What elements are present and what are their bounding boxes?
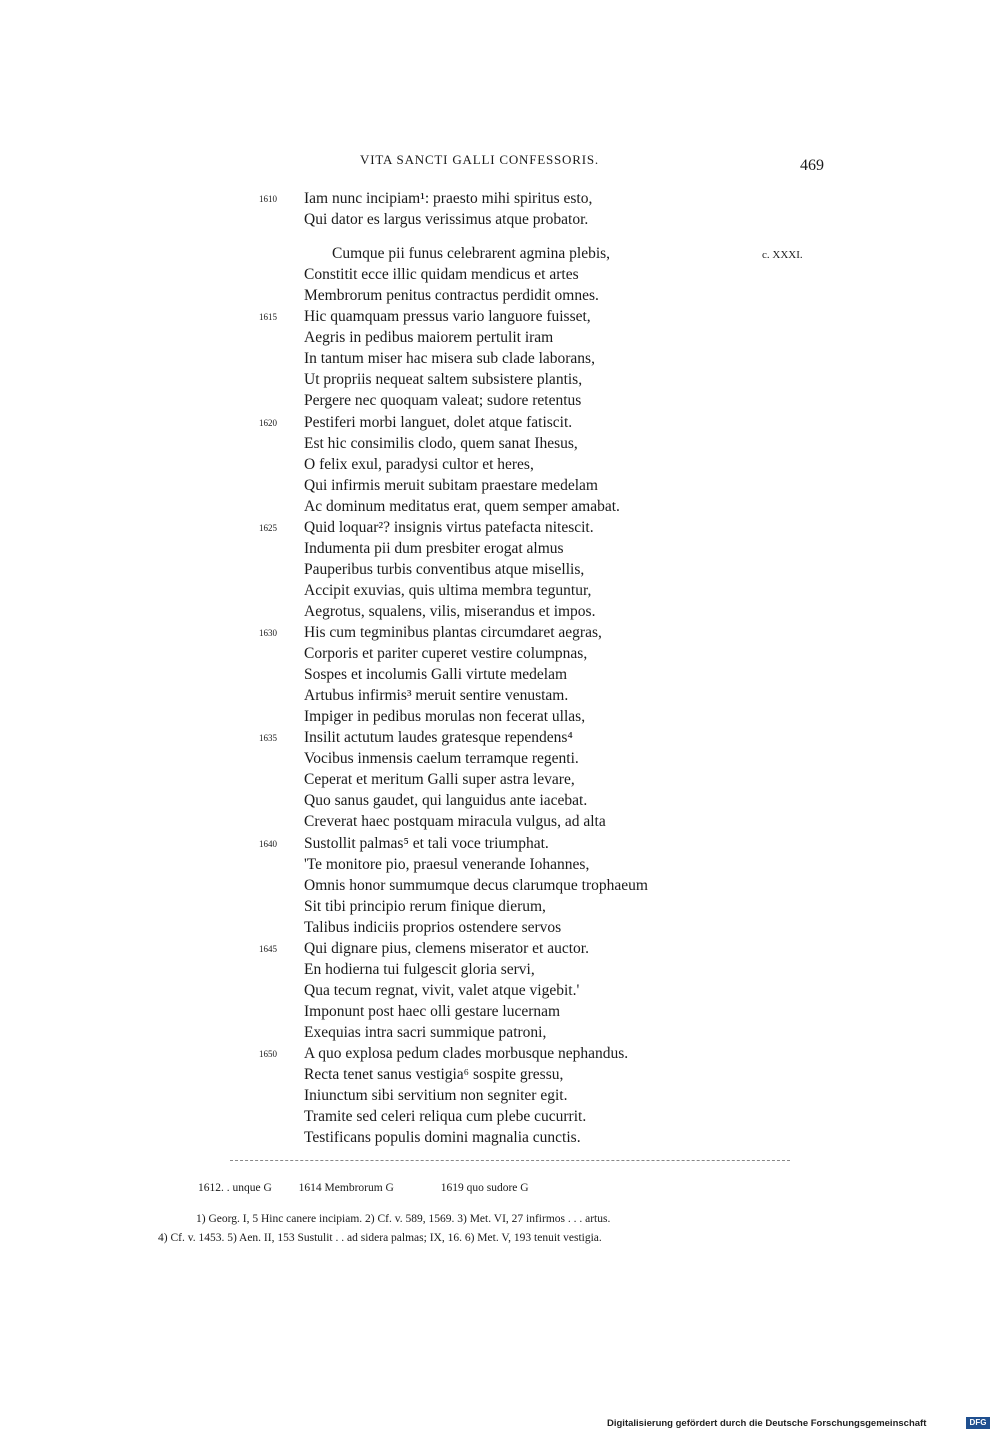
verse-line: Accipit exuvias, quis ultima membra teguntur, [304,581,592,599]
verse-line: Omnis honor summumque decus clarumque trophaeum [304,876,648,894]
verse-line: Est hic consimilis clodo, quem sanat Ihesus, [304,434,578,452]
footnote-line-2: 4) Cf. v. 1453. 5) Aen. II, 153 Sustulit . . ad sidera palmas; IX, 16. 6) Met. V, 193 tenuit vestigia. [158,1232,602,1244]
verse-line: Ut propriis nequeat saltem subsistere plantis, [304,371,583,389]
verse-line: Artubus infirmis³ meruit sentire venustam. [304,687,569,705]
verse-line: In tantum miser hac misera sub clade laborans, [304,350,595,368]
dfg-logo: DFG [966,1417,990,1429]
verse-number: 1640 [259,838,277,849]
verse-line: Pergere nec quoquam valeat; sudore retentus [304,392,582,410]
verse-line: Qui dignare pius, clemens miserator et auctor. [304,939,589,957]
verse-number: 1635 [259,733,277,744]
verse-number: 1620 [259,417,277,428]
verse-line: Recta tenet sanus vestigia⁶ sospite gressu, [304,1066,564,1084]
variant-1: 1612. . unque G [198,1182,272,1194]
page-number: 469 [800,157,824,174]
verse-line: Pauperibus turbis conventibus atque misellis, [304,560,585,578]
verse-line: Talibus indiciis proprios ostendere servos [304,918,562,936]
verse-number: 1630 [259,628,277,638]
verse-number: 1645 [259,943,277,954]
textual-variants [198,1182,573,1194]
verse-line: Constitit ecce illic quidam mendicus et artes [304,266,579,284]
verse-line: Hic quamquam pressus vario languore fuisset, [304,308,591,326]
verse-number: 1615 [259,312,277,323]
verse-line: Quid loquar²? insignis virtus patefacta nitescit. [304,518,594,536]
verse-line: Membrorum penitus contractus perdidit omnes. [304,287,599,305]
verse-line: His cum tegminibus plantas circumdaret aegras, [304,624,602,641]
variant-3: 1619 quo sudore G [440,1182,529,1194]
verse-line: Creverat haec postquam miracula vulgus, ad alta [304,813,606,831]
verse-line: Ac dominum meditatus erat, quem semper amabat. [304,497,620,515]
apparatus-divider [230,1160,790,1161]
verse-line: Corporis et pariter cuperet vestire columpnas, [304,645,588,663]
digitization-credit: Digitalisierung gefördert durch die Deutsche Forschungsgemeinschaft [607,1418,927,1429]
verse-line: Tramite sed celeri reliqua cum plebe cucurrit. [304,1108,587,1126]
verse-line: Vocibus inmensis caelum terramque regenti. [304,750,579,768]
verse-number: 1650 [259,1049,277,1059]
verse-line: Aegrotus, squalens, vilis, miserandus et impos. [304,602,596,620]
verse-line: Pestiferi morbi languet, dolet atque fatiscit. [304,413,573,431]
variant-2: 1614 Membrorum G [298,1182,394,1194]
verse-line: Iniunctum sibi servitium non segniter egit. [304,1087,568,1105]
verse-line: Imponunt post haec olli gestare lucernam [304,1002,561,1020]
running-title: VITA SANCTI GALLI CONFESSORIS. [360,152,599,167]
verse-line: A quo explosa pedum clades morbusque nephandus. [304,1045,629,1062]
verse-line: Iam nunc incipiam¹: praesto mihi spiritus esto, [304,190,593,207]
verse-number: 1610 [259,194,277,204]
verse-line: Exequias intra sacri summique patroni, [304,1023,547,1041]
verse-number: 1625 [259,522,277,533]
verse-line: Ceperat et meritum Galli super astra levare, [304,771,575,789]
verse-line: Qua tecum regnat, vivit, valet atque vigebit.' [304,981,580,999]
verse-line: O felix exul, paradysi cultor et heres, [304,455,534,473]
verse-line: Qui dator es largus verissimus atque probator. [304,211,589,229]
verse-line: Sospes et incolumis Galli virtute medelam [304,666,568,684]
verse-line: Cumque pii funus celebrarent agmina plebis, [332,245,611,263]
footnote-line-1: 1) Georg. I, 5 Hinc canere incipiam. 2) Cf. v. 589, 1569. 3) Met. VI, 27 infirmos . . . artus. [196,1213,611,1225]
chapter-margin-note: c. XXXI. [762,249,803,261]
verse-line: Quo sanus gaudet, qui languidus ante iacebat. [304,792,588,810]
verse-line: Insilit actutum laudes gratesque rependens⁴ [304,729,573,747]
verse-line: Sit tibi principio rerum finique dierum, [304,897,546,915]
verse-line: Impiger in pedibus morulas non fecerat ullas, [304,708,586,726]
verse-line: Indumenta pii dum presbiter erogat almus [304,539,564,557]
verse-line: En hodierna tui fulgescit gloria servi, [304,960,535,978]
verse-line: 'Te monitore pio, praesul venerande Iohannes, [304,855,590,873]
verse-line: Sustollit palmas⁵ et tali voce triumphat. [304,834,549,852]
verse-line: Aegris in pedibus maiorem pertulit iram [304,329,554,347]
verse-line: Testificans populis domini magnalia cunctis. [304,1129,581,1147]
verse-line: Qui infirmis meruit subitam praestare medelam [304,476,598,494]
